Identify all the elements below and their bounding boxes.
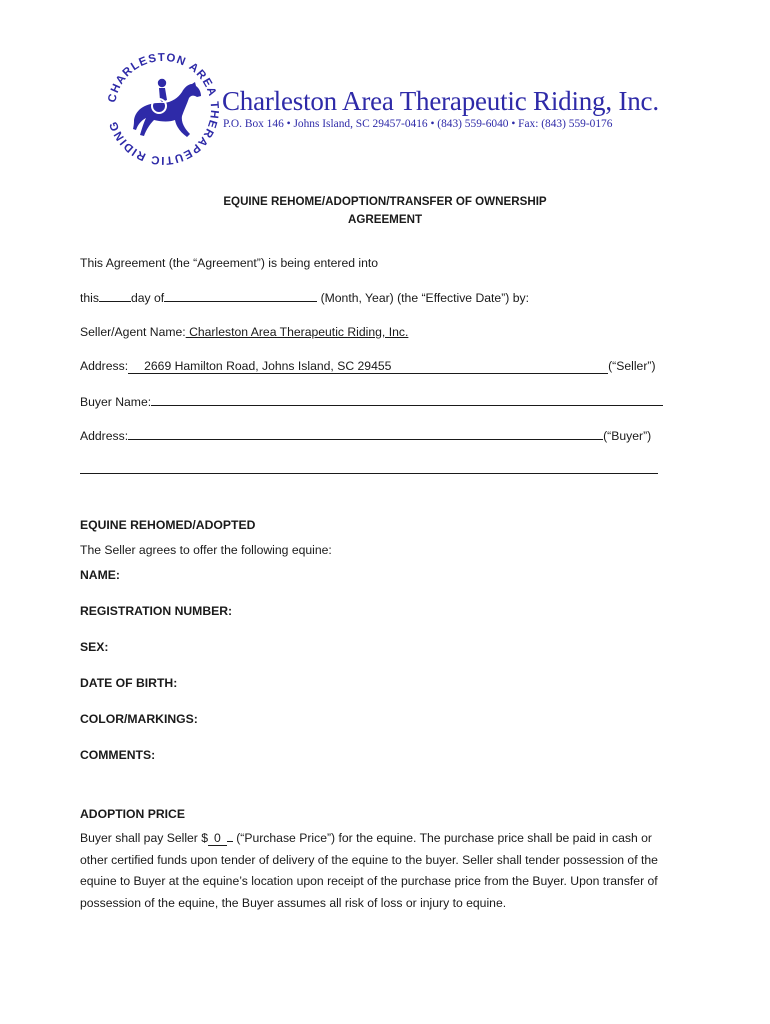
equine-section-heading: EQUINE REHOMED/ADOPTED [80,518,256,532]
effective-date-line [80,289,529,306]
horse-rider-icon [133,79,201,137]
equine-section-intro: The Seller agrees to offer the following equine: [80,543,332,557]
day-of-label: day of [130,291,165,305]
this-label: this [80,291,99,305]
adoption-price-paragraph [80,828,680,914]
buyer-address-line-2 [80,461,658,478]
buyer-address-blank-2[interactable] [80,461,658,474]
buyer-tag: (“Buyer”) [603,429,652,443]
month-year-blank[interactable] [164,289,317,302]
buyer-address-line [80,427,651,444]
field-date-of-birth-label: DATE OF BIRTH: [80,676,178,690]
seller-name-line [80,324,408,340]
field-sex-label: SEX: [80,640,109,654]
buyer-name-label: Buyer Name: [80,395,152,409]
adoption-price-heading: ADOPTION PRICE [80,807,185,821]
effective-date-suffix: (Month, Year) (the “Effective Date”) by: [320,291,529,305]
field-registration-number-label: REGISTRATION NUMBER: [80,604,233,618]
buyer-address-label: Address: [80,429,129,443]
logo-ring-text: CHARLESTON AREA THERAPEUTIC RIDING [106,51,221,167]
organization-logo [104,50,222,168]
organization-address: P.O. Box 146 • Johns Island, SC 29457-0416 • (843) 559-6040 • Fax: (843) 559-0176 [223,118,613,130]
buyer-name-line [80,393,663,410]
seller-name-label: Seller/Agent Name: [80,325,186,339]
buyer-address-blank[interactable] [128,427,603,440]
price-text-prefix: Buyer shall pay Seller $ [80,831,209,845]
organization-name: Charleston Area Therapeutic Riding, Inc. [222,86,659,116]
price-text-body: (“Purchase Price”) for the equine. The purchase price shall be paid in cash or other certified funds upon tender of delivery of the equine to the buyer. Seller shall tender possession of the equine to Buyer at the equine’s location upon receipt of the purchase price from the Buyer. Upon transfer of possession of the equine, the Buyer assumes all risk of loss or injury to equine. [80,831,658,910]
field-comments-label: COMMENTS: [80,748,156,762]
field-name-label: NAME: [80,568,120,582]
seller-address-value[interactable]: 2669 Hamilton Road, Johns Island, SC 29455 [128,359,608,374]
document-title-line-2: AGREEMENT [347,213,423,226]
field-color-markings-label: COLOR/MARKINGS: [80,712,198,726]
price-trailing-blank [227,829,233,842]
seller-tag: (“Seller”) [608,359,656,373]
price-value[interactable]: 0 [208,831,227,846]
seller-address-line [80,358,656,374]
agreement-intro: This Agreement (the “Agreement”) is being entered into [80,256,379,270]
document-title-line-1: EQUINE REHOME/ADOPTION/TRANSFER OF OWNERSHIP [223,195,547,208]
seller-name-value[interactable]: Charleston Area Therapeutic Riding, Inc. [185,325,409,339]
buyer-name-blank[interactable] [151,393,663,406]
day-blank[interactable] [99,289,131,302]
seller-address-label: Address: [80,359,129,373]
